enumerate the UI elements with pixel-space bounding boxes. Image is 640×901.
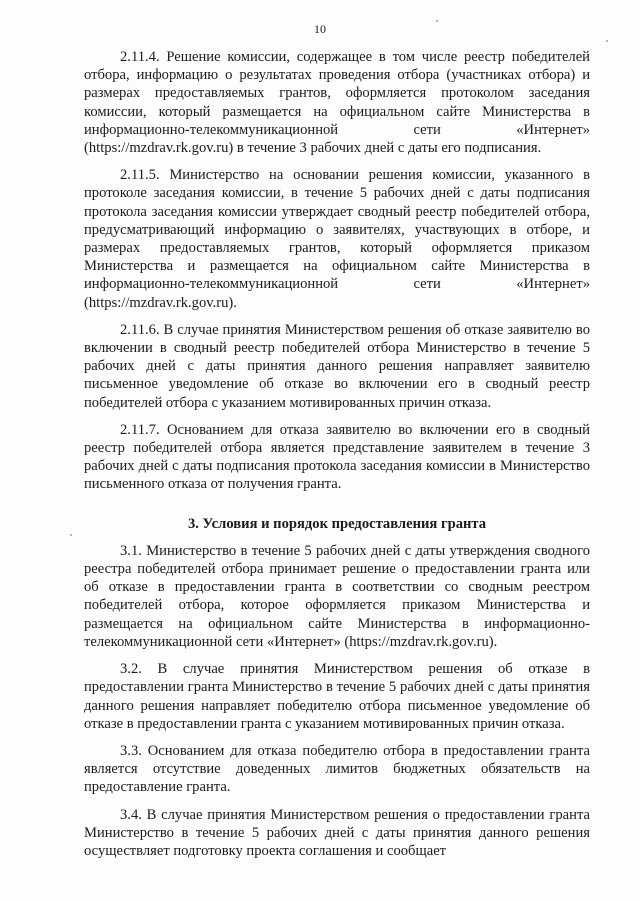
page-number: 10 [314,22,326,36]
paragraph-2-11-7: 2.11.7. Основанием для отказа заявителю во включении его в сводный реестр победителей отбора является представление заявителем в течение 3 рабочих дней с даты подписания протокола заседания комиссии в Министерство письменного отказа от получения гранта. [84,421,590,493]
paragraph-3-3: 3.3. Основанием для отказа победителю отбора в предоставлении гранта является отсутствие доведенных лимитов бюджетных обязательств на предоставление гранта. [84,742,590,796]
section-3-heading: 3. Условия и порядок предоставления гранта [187,515,487,532]
paragraph-2-11-6: 2.11.6. В случае принятия Министерством решения об отказе заявителю во включении в сводный реестр победителей отбора Министерство в течение 5 рабочих дней с даты принятия данного решения направляет заявителю письменное уведомление об отказе во включении его в сводный реестр победителей отбора с указанием мотивированных причин отказа. [84,321,590,411]
scan-speck [70,534,72,536]
paragraph-2-11-5: 2.11.5. Министерство на основании решения комиссии, указанного в протоколе заседания комиссии, в течение 5 рабочих дней с даты подписания протокола заседания комиссии утверждает сводный реестр победителей отбора, предусматривающий информацию о заявителях, участвующих в отборе, и размерах предоставляемых грантов, который оформляется приказом Министерства и размещается на официальном сайте Министерства в информационно-телекоммуникационной сети «Интернет» (https://mzdrav.rk.gov.ru). [84,167,590,311]
paragraph-2-11-4: 2.11.4. Решение комиссии, содержащее в том числе реестр победителей отбора, информацию о результатах проведения отбора (участниках отбора) и размерах предоставляемых грантов, оформляется протоколом заседания комиссии, который размещается на официальном сайте Министерства в информационно-телекоммуникационной сети «Интернет» (https://mzdrav.rk.gov.ru) в течение 3 рабочих дней с даты его подписания. [84,49,590,157]
scan-speck [606,40,608,42]
scan-speck [436,20,438,22]
document-body [84,48,590,869]
paragraph-3-1: 3.1. Министерство в течение 5 рабочих дней с даты утверждения сводного реестра победителей отбора принимает решение о предоставлении гранта или об отказе в предоставлении гранта в соответствии со сводным реестром победителей отбора, которое оформляется приказом Министерства и размещается на официальном сайте Министерства в информационно-телекоммуникационной сети «Интернет» (https://mzdrav.rk.gov.ru). [84,542,590,650]
paragraph-3-4: 3.4. В случае принятия Министерством решения о предоставлении гранта Министерство в течение 5 рабочих дней с даты принятия данного решения осуществляет подготовку проекта соглашения и сообщает [84,806,590,859]
paragraph-3-2: 3.2. В случае принятия Министерством решения об отказе в предоставлении гранта Министерство в течение 5 рабочих дней с даты принятия данного решения направляет победителю отбора письменное уведомление об отказе в предоставлении гранта с указанием мотивированных причин отказа. [84,661,590,732]
